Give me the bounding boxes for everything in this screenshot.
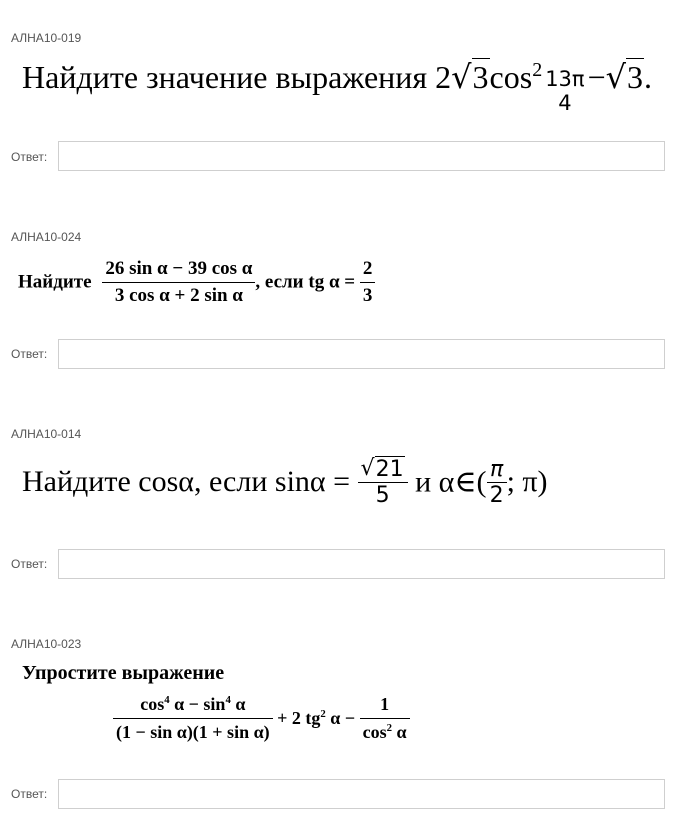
fraction-rhs [360, 258, 376, 307]
problem-code: АЛНА10-014 [11, 427, 82, 441]
radicand: 3 [627, 59, 643, 95]
problem-text-end: ; π) [506, 465, 548, 498]
problem-text-condition: , если tg α = [255, 271, 356, 293]
math-coef: 2 [435, 59, 452, 95]
fraction [102, 258, 255, 307]
fraction-numerator: π [489, 456, 504, 482]
answer-label: Ответ: [11, 557, 48, 571]
fraction-numerator [358, 456, 408, 482]
problem-text: Найдите [18, 271, 92, 293]
problem-code: АЛНА10-024 [11, 230, 82, 244]
fraction-numerator: 13π [545, 67, 585, 91]
problem-statement [18, 258, 375, 307]
answer-input-2[interactable] [58, 339, 665, 369]
fraction [113, 694, 273, 743]
problem-statement [22, 58, 652, 115]
fraction-denominator: 3 [362, 285, 373, 306]
problem-expression [113, 694, 410, 743]
fraction-denominator: 4 [558, 91, 572, 115]
problem-code: АЛНА10-023 [11, 637, 82, 651]
expr-part: α − [325, 708, 356, 728]
radicand: 3 [472, 59, 489, 95]
fraction-numerator: 1 [380, 694, 390, 714]
expr-part: + 2 tg [277, 708, 321, 728]
num-part: α [230, 694, 246, 714]
den-part: cos [362, 722, 387, 742]
sqrt-expression-2 [606, 58, 644, 96]
sqrt-expression [451, 58, 489, 96]
radical-sign: √ [605, 58, 626, 96]
fraction-denominator: 2 [489, 482, 504, 508]
math-func: cos [489, 59, 533, 95]
problem-text-interval: и α∈( [415, 465, 487, 499]
fraction-last [360, 694, 410, 743]
fraction [358, 456, 408, 508]
num-part: cos [140, 694, 165, 714]
problem-text: Найдите значение выражения [22, 59, 428, 95]
fraction-numerator [137, 694, 248, 718]
problem-text: Упростите выражение [22, 662, 225, 684]
radicand: 21 [375, 457, 404, 482]
math-end: . [644, 59, 652, 95]
num-power: 4 [225, 694, 231, 706]
fraction [542, 67, 587, 115]
answer-input-1[interactable] [58, 141, 665, 171]
fraction-numerator: 2 [362, 258, 373, 279]
problem-text: Найдите cosα, если sinα = [22, 465, 351, 498]
answer-input-4[interactable] [58, 779, 665, 809]
answer-label: Ответ: [11, 150, 48, 164]
den-part: α [392, 722, 407, 742]
fraction-denominator [360, 719, 410, 743]
answer-label: Ответ: [11, 787, 48, 801]
den-power: 2 [386, 722, 393, 734]
radical-sign: √ [360, 456, 375, 481]
fraction-numerator: 26 sin α − 39 cos α [105, 258, 253, 279]
num-power: 4 [164, 694, 170, 706]
expr-power: 2 [320, 708, 326, 720]
fraction-denominator: 5 [375, 483, 390, 508]
answer-label: Ответ: [11, 347, 48, 361]
fraction-denominator: 3 cos α + 2 sin α [114, 285, 243, 306]
problem-statement [22, 456, 548, 508]
expr-plus [277, 708, 355, 728]
answer-input-3[interactable] [58, 549, 665, 579]
math-power: 2 [532, 59, 543, 81]
math-minus: − [587, 59, 606, 95]
num-part: α − sin [169, 694, 226, 714]
fraction-denominator: (1 − sin α)(1 + sin α) [116, 722, 270, 742]
sqrt-expression [361, 456, 405, 482]
fraction-interval [487, 457, 507, 508]
radical-sign: √ [451, 58, 472, 96]
problem-code: АЛНА10-019 [11, 31, 82, 45]
